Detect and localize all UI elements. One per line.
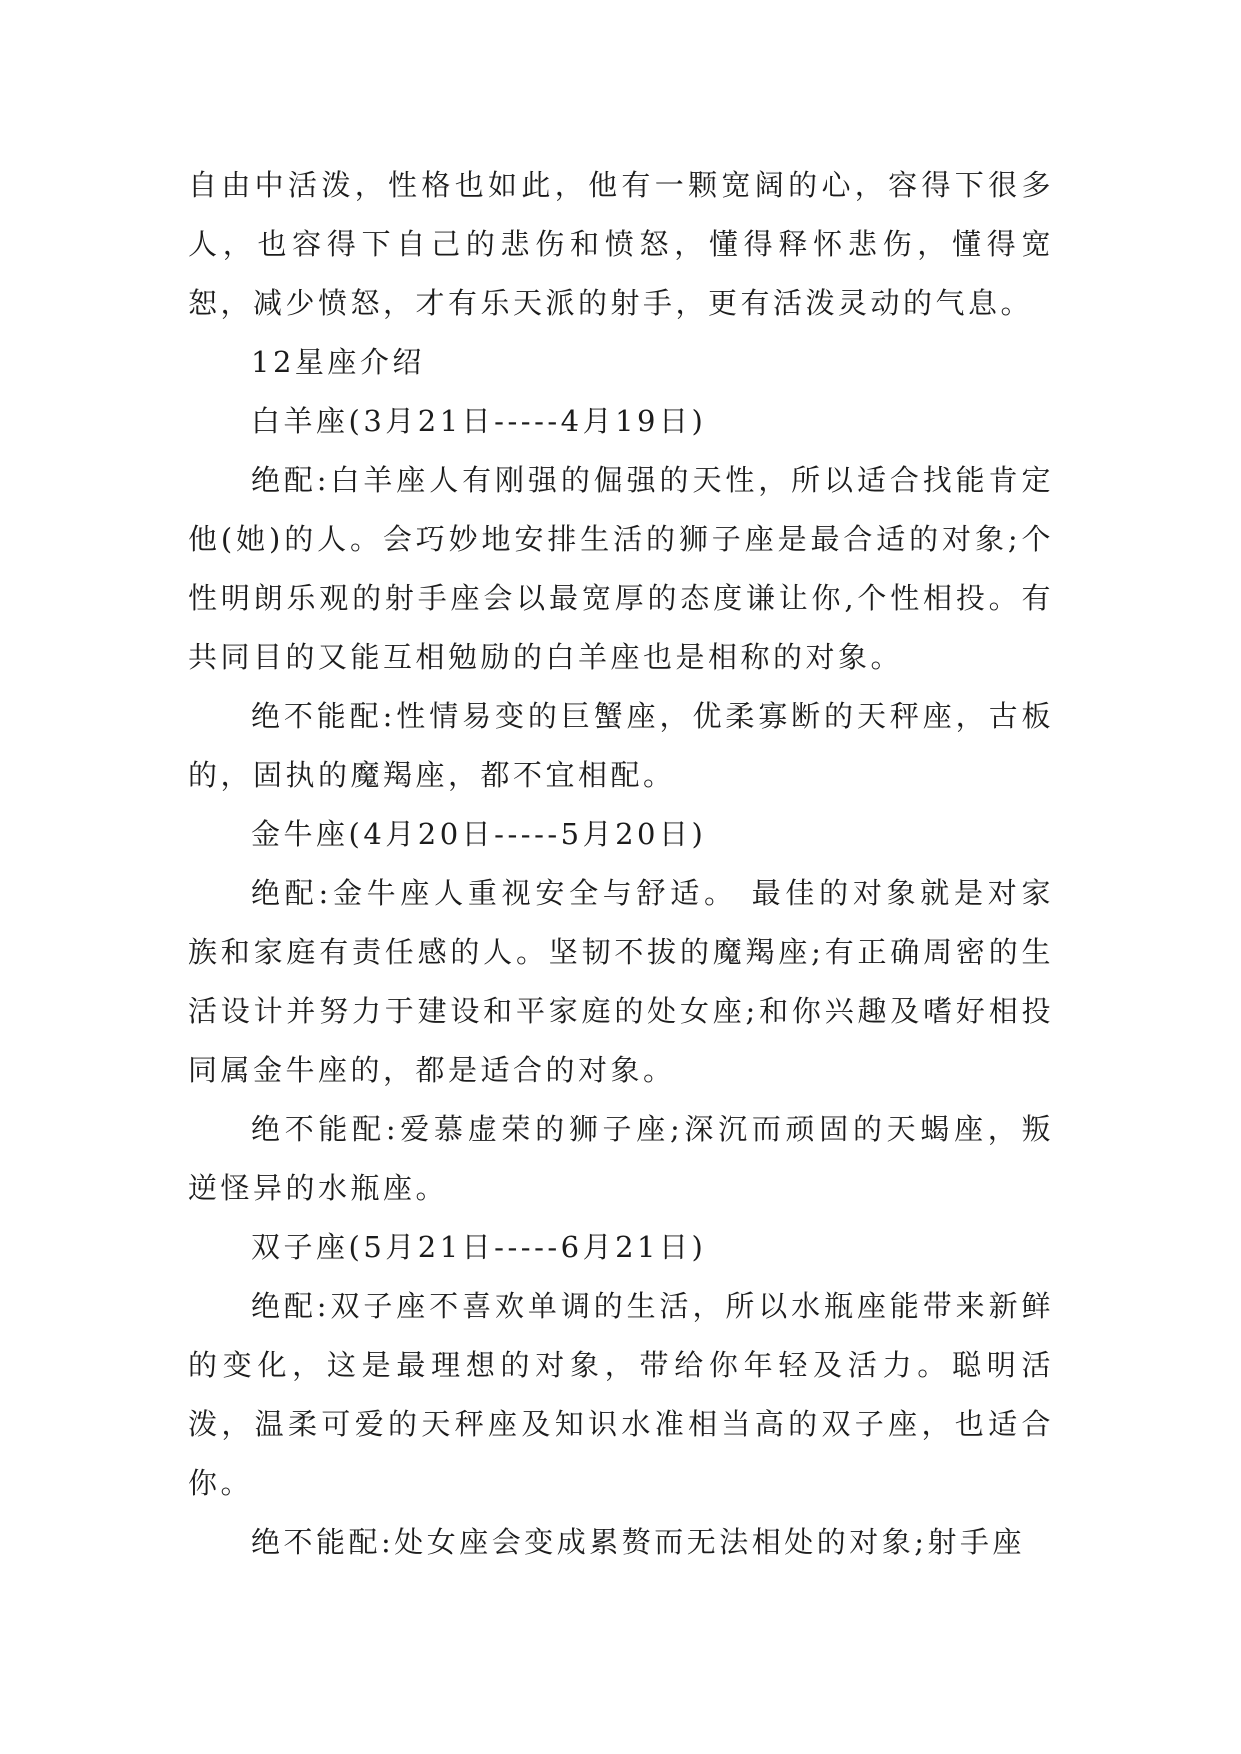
- paragraph-gemini-best-match: 绝配:双子座不喜欢单调的生活，所以水瓶座能带来新鲜的变化，这是最理想的对象，带给你年轻及活力。聪明活泼，温柔可爱的天秤座及知识水准相当高的双子座，也适合你。: [188, 1289, 1054, 1500]
- paragraph-gemini-worst-match: 绝不能配:处女座会变成累赘而无法相处的对象;射手座: [251, 1525, 1026, 1559]
- section-heading-zodiac-intro: 12星座介绍: [251, 345, 425, 379]
- document-body: [188, 156, 1054, 1572]
- paragraph-aries-worst-match: 绝不能配:性情易变的巨蟹座，优柔寡断的天秤座，古板的，固执的魔羯座，都不宜相配。: [188, 699, 1054, 792]
- heading-taurus: 金牛座(4月20日-----5月20日): [251, 817, 707, 851]
- paragraph-taurus-best-match: 绝配:金牛座人重视安全与舒适。 最佳的对象就是对家族和家庭有责任感的人。坚韧不拔的魔羯座;有正确周密的生活设计并努力于建设和平家庭的处女座;和你兴趣及嗜好相投同属金牛座的，都是适合的对象。: [188, 876, 1054, 1087]
- paragraph-sagittarius-closing: 自由中活泼，性格也如此，他有一颗宽阔的心，容得下很多人，也容得下自己的悲伤和愤怒，懂得释怀悲伤，懂得宽恕，减少愤怒，才有乐天派的射手，更有活泼灵动的气息。: [188, 168, 1054, 320]
- heading-aries: 白羊座(3月21日-----4月19日): [251, 404, 707, 438]
- paragraph-aries-best-match: 绝配:白羊座人有刚强的倔强的天性，所以适合找能肯定他(她)的人。会巧妙地安排生活的狮子座是最合适的对象;个性明朗乐观的射手座会以最宽厚的态度谦让你,个性相投。有共同目的又能互相勉励的白羊座也是相称的对象。: [188, 463, 1054, 674]
- heading-gemini: 双子座(5月21日-----6月21日): [251, 1230, 707, 1264]
- paragraph-taurus-worst-match: 绝不能配:爱慕虚荣的狮子座;深沉而顽固的天蝎座，叛逆怪异的水瓶座。: [188, 1112, 1054, 1205]
